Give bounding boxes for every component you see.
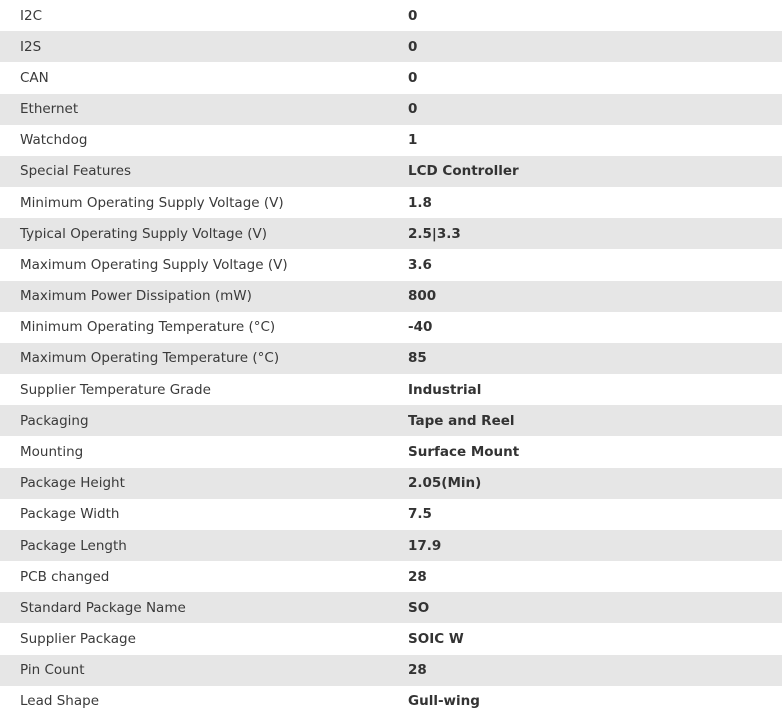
spec-value: 2.05(Min) [388,468,782,499]
table-row [0,62,782,93]
spec-value: Tape and Reel [388,405,782,436]
spec-label: I2C [0,0,388,31]
spec-label: Maximum Operating Temperature (°C) [0,343,388,374]
spec-label: Pin Count [0,655,388,686]
spec-label: Special Features [0,156,388,187]
table-row [0,499,782,530]
spec-label: Watchdog [0,125,388,156]
spec-label: Packaging [0,405,388,436]
spec-label: Maximum Operating Supply Voltage (V) [0,249,388,280]
spec-value: 85 [388,343,782,374]
spec-value: LCD Controller [388,156,782,187]
table-row [0,281,782,312]
table-row [0,592,782,623]
table-row [0,218,782,249]
table-row [0,31,782,62]
table-row [0,436,782,467]
table-row [0,249,782,280]
spec-label: I2S [0,31,388,62]
spec-label: Typical Operating Supply Voltage (V) [0,218,388,249]
table-row [0,312,782,343]
spec-value: 0 [388,31,782,62]
spec-value: 0 [388,94,782,125]
spec-value: 800 [388,281,782,312]
spec-value: 17.9 [388,530,782,561]
spec-value: SO [388,592,782,623]
spec-label: Supplier Temperature Grade [0,374,388,405]
spec-label: Mounting [0,436,388,467]
table-row [0,405,782,436]
spec-value: 1 [388,125,782,156]
spec-value: 7.5 [388,499,782,530]
table-row [0,561,782,592]
spec-label: Lead Shape [0,686,388,717]
spec-value: Gull-wing [388,686,782,717]
table-row [0,686,782,717]
spec-label: Ethernet [0,94,388,125]
table-row [0,343,782,374]
spec-value: 2.5|3.3 [388,218,782,249]
spec-label: Package Length [0,530,388,561]
spec-label: Minimum Operating Temperature (°C) [0,312,388,343]
table-row [0,530,782,561]
spec-value: 0 [388,0,782,31]
table-row [0,187,782,218]
table-row [0,94,782,125]
table-row [0,623,782,654]
spec-label: Minimum Operating Supply Voltage (V) [0,187,388,218]
table-row [0,374,782,405]
table-row [0,125,782,156]
spec-value: 0 [388,62,782,93]
spec-label: Maximum Power Dissipation (mW) [0,281,388,312]
spec-value: SOIC W [388,623,782,654]
table-row [0,0,782,31]
spec-label: Package Width [0,499,388,530]
spec-value: Surface Mount [388,436,782,467]
spec-value: 3.6 [388,249,782,280]
spec-label: PCB changed [0,561,388,592]
spec-label: CAN [0,62,388,93]
spec-label: Package Height [0,468,388,499]
table-row [0,156,782,187]
spec-value: Industrial [388,374,782,405]
spec-label: Supplier Package [0,623,388,654]
spec-value: 28 [388,561,782,592]
spec-label: Standard Package Name [0,592,388,623]
spec-value: -40 [388,312,782,343]
spec-value: 28 [388,655,782,686]
table-row [0,655,782,686]
table-row [0,468,782,499]
spec-value: 1.8 [388,187,782,218]
